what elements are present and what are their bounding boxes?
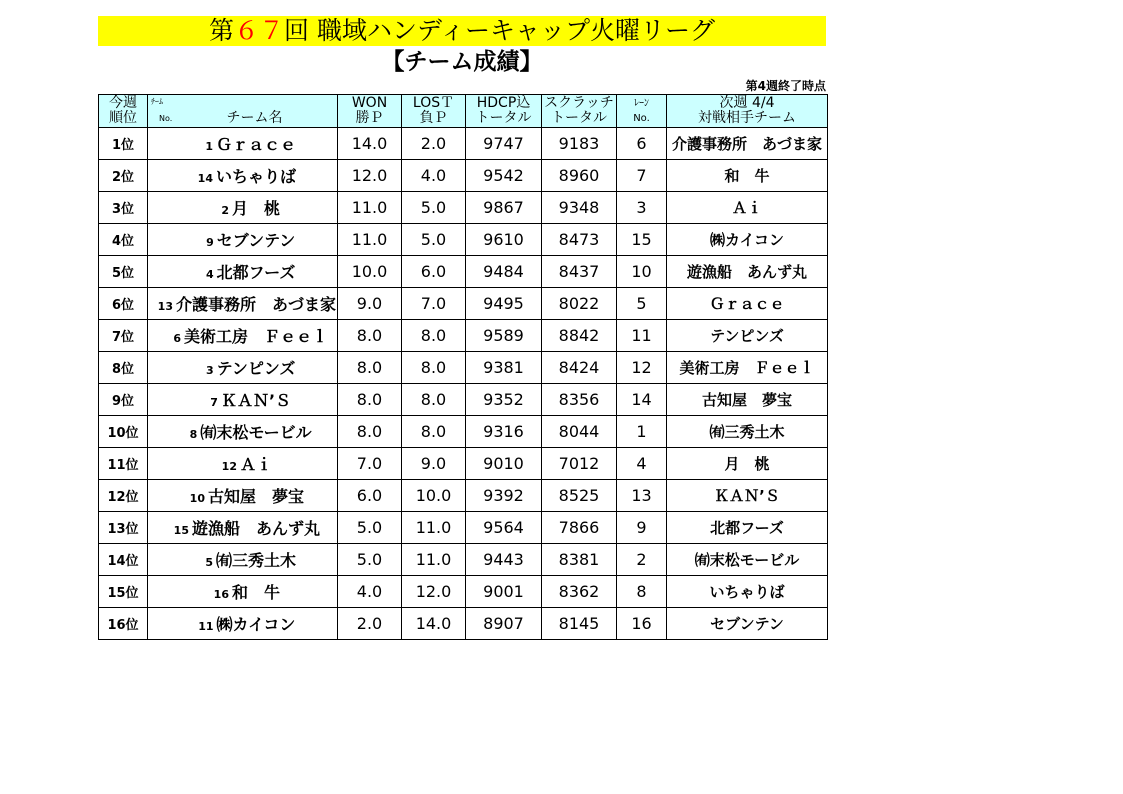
lane-number-cell: 1 [617,416,667,448]
table-row [99,352,828,384]
won-points-cell: 8.0 [338,416,402,448]
team-cell [148,384,338,416]
team-number: 8 [189,428,198,441]
lane-number-cell: 14 [617,384,667,416]
next-opponent-cell: テンピンズ [667,320,828,352]
team-number: 4 [205,268,214,281]
won-points-cell: 5.0 [338,512,402,544]
team-cell [148,544,338,576]
page-title [98,16,826,46]
team-cell [148,512,338,544]
won-points-cell: 6.0 [338,480,402,512]
lost-points-cell: 11.0 [402,512,466,544]
lane-number-cell: 5 [617,288,667,320]
lane-number-cell: 10 [617,256,667,288]
hdcp-total-cell: 9443 [466,544,542,576]
lane-number-cell: 13 [617,480,667,512]
team-number: 9 [206,236,214,249]
team-number: 6 [173,332,181,345]
scratch-total-cell: 7866 [542,512,617,544]
rank-cell: 4位 [99,224,148,256]
scratch-total-cell: 8362 [542,576,617,608]
col-header-won: WON 勝Ｐ [338,95,402,128]
team-name: ㈱カイコン [216,615,296,634]
team-cell [148,256,338,288]
lane-number-cell: 4 [617,448,667,480]
lost-points-cell: 5.0 [402,224,466,256]
col-header-team [148,95,338,128]
hdcp-total-cell: 9747 [466,128,542,160]
scratch-total-cell: 8145 [542,608,617,640]
rank-cell: 12位 [99,480,148,512]
scratch-total-cell: 8960 [542,160,617,192]
table-row [99,224,828,256]
team-name: ㈲末松モービル [200,423,312,442]
team-cell [148,224,338,256]
lane-number-cell: 9 [617,512,667,544]
col-header-team-no: No. [159,114,173,123]
scratch-total-cell: 8473 [542,224,617,256]
rank-cell: 8位 [99,352,148,384]
won-points-cell: 4.0 [338,576,402,608]
rank-cell: 11位 [99,448,148,480]
hdcp-total-cell: 9610 [466,224,542,256]
table-row [99,608,828,640]
rank-cell: 16位 [99,608,148,640]
standings-body [99,128,828,640]
table-row [99,384,828,416]
lost-points-cell: 8.0 [402,416,466,448]
won-points-cell: 11.0 [338,224,402,256]
next-opponent-cell: ㈲三秀土木 [667,416,828,448]
lost-points-cell: 8.0 [402,320,466,352]
team-name: 美術工房 Ｆｅｅｌ [183,327,328,346]
team-number: 12 [221,460,237,473]
header-row [99,95,828,128]
col-header-hdcp: HDCP込 トータル [466,95,542,128]
lost-points-cell: 7.0 [402,288,466,320]
hdcp-total-cell: 9392 [466,480,542,512]
hdcp-total-cell: 9381 [466,352,542,384]
won-points-cell: 14.0 [338,128,402,160]
as-of-label: 第4週終了時点 [745,79,826,93]
hdcp-total-cell: 8907 [466,608,542,640]
next-opponent-cell: 北都フーズ [667,512,828,544]
next-opponent-cell: セブンテン [667,608,828,640]
lost-points-cell: 6.0 [402,256,466,288]
won-points-cell: 11.0 [338,192,402,224]
lost-points-cell: 8.0 [402,384,466,416]
hdcp-total-cell: 9001 [466,576,542,608]
title-prefix: 第 [209,16,235,45]
scratch-total-cell: 8044 [542,416,617,448]
rank-cell: 1位 [99,128,148,160]
hdcp-total-cell: 9352 [466,384,542,416]
hdcp-total-cell: 9542 [466,160,542,192]
table-row [99,448,828,480]
table-row [99,128,828,160]
col-header-lane: ﾚｰﾝ No. [617,95,667,128]
lost-points-cell: 9.0 [402,448,466,480]
col-header-lost: LOSＴ 負Ｐ [402,95,466,128]
table-row [99,160,828,192]
team-name: ㈲三秀土木 [215,551,296,570]
hdcp-total-cell: 9010 [466,448,542,480]
lost-points-cell: 14.0 [402,608,466,640]
scratch-total-cell: 9183 [542,128,617,160]
team-cell [148,160,338,192]
won-points-cell: 8.0 [338,352,402,384]
team-number: 7 [210,396,218,409]
won-points-cell: 2.0 [338,608,402,640]
scratch-total-cell: 8525 [542,480,617,512]
scratch-total-cell: 8381 [542,544,617,576]
team-number: 2 [221,204,229,217]
table-row [99,544,828,576]
team-number: 16 [213,588,229,601]
team-name: 遊漁船 あんず丸 [191,519,320,538]
col-header-team-name: チーム名 [226,110,283,126]
team-number: 13 [157,300,173,313]
next-opponent-cell: ㈲末松モービル [667,544,828,576]
rank-cell: 13位 [99,512,148,544]
won-points-cell: 10.0 [338,256,402,288]
rank-cell: 14位 [99,544,148,576]
won-points-cell: 8.0 [338,384,402,416]
rank-cell: 6位 [99,288,148,320]
team-name: ＫＡＮ’Ｓ [220,391,292,410]
team-number: 11 [198,620,214,633]
team-cell [148,192,338,224]
lost-points-cell: 12.0 [402,576,466,608]
col-header-rank: 今週 順位 [99,95,148,128]
team-name: Ａｉ [239,455,272,474]
won-points-cell: 7.0 [338,448,402,480]
col-header-scratch: スクラッチ トータル [542,95,617,128]
team-cell [148,288,338,320]
lane-number-cell: 3 [617,192,667,224]
team-cell [148,416,338,448]
next-opponent-cell: いちゃりば [667,576,828,608]
hdcp-total-cell: 9316 [466,416,542,448]
table-row [99,320,828,352]
hdcp-total-cell: 9589 [466,320,542,352]
scratch-total-cell: 8022 [542,288,617,320]
team-number: 3 [205,364,214,377]
lane-number-cell: 7 [617,160,667,192]
team-number: 1 [205,140,213,153]
scratch-total-cell: 8842 [542,320,617,352]
team-name: 介護事務所 あづま家 [175,295,336,314]
lane-number-cell: 11 [617,320,667,352]
lost-points-cell: 5.0 [402,192,466,224]
won-points-cell: 5.0 [338,544,402,576]
team-name: 北都フーズ [216,263,296,282]
team-name: テンピンズ [216,359,296,378]
team-cell [148,320,338,352]
won-points-cell: 9.0 [338,288,402,320]
table-row [99,256,828,288]
table-row [99,288,828,320]
team-name: Ｇｒａｃｅ [215,135,296,154]
next-opponent-cell: 和 牛 [667,160,828,192]
standings-table [98,94,828,640]
table-row [99,192,828,224]
col-header-team-tiny: ﾁｰﾑ [151,97,163,106]
title-suffix: 回 職域ハンディーキャップ火曜リーグ [284,16,715,45]
team-cell [148,480,338,512]
lane-number-cell: 8 [617,576,667,608]
next-opponent-cell: 遊漁船 あんず丸 [667,256,828,288]
title-number: ６７ [234,16,285,45]
rank-cell: 7位 [99,320,148,352]
rank-cell: 5位 [99,256,148,288]
team-number: 10 [189,492,205,505]
lost-points-cell: 8.0 [402,352,466,384]
team-number: 14 [197,172,213,185]
col-header-opponent: 次週 4/4 対戦相手チーム [667,95,828,128]
hdcp-total-cell: 9484 [466,256,542,288]
hdcp-total-cell: 9495 [466,288,542,320]
lost-points-cell: 2.0 [402,128,466,160]
team-cell [148,352,338,384]
scratch-total-cell: 8356 [542,384,617,416]
lane-number-cell: 12 [617,352,667,384]
next-opponent-cell: 介護事務所 あづま家 [667,128,828,160]
won-points-cell: 12.0 [338,160,402,192]
table-row [99,576,828,608]
lane-number-cell: 6 [617,128,667,160]
next-opponent-cell: 月 桃 [667,448,828,480]
rank-cell: 3位 [99,192,148,224]
team-cell [148,128,338,160]
next-opponent-cell: ㈱カイコン [667,224,828,256]
team-name: いちゃりば [215,167,296,186]
lost-points-cell: 10.0 [402,480,466,512]
team-name: セブンテン [216,231,296,250]
next-opponent-cell: 美術工房 Ｆｅｅｌ [667,352,828,384]
rank-cell: 9位 [99,384,148,416]
team-name: 和 牛 [231,583,280,602]
lane-number-cell: 2 [617,544,667,576]
table-row [99,480,828,512]
table-row [99,512,828,544]
lost-points-cell: 4.0 [402,160,466,192]
scratch-total-cell: 9348 [542,192,617,224]
scratch-total-cell: 7012 [542,448,617,480]
lane-number-cell: 15 [617,224,667,256]
team-number: 15 [173,524,189,537]
team-cell [148,576,338,608]
team-name: 古知屋 夢宝 [207,487,304,506]
next-opponent-cell: Ａｉ [667,192,828,224]
next-opponent-cell: ＫＡＮ’Ｓ [667,480,828,512]
won-points-cell: 8.0 [338,320,402,352]
lost-points-cell: 11.0 [402,544,466,576]
hdcp-total-cell: 9564 [466,512,542,544]
team-cell [148,608,338,640]
hdcp-total-cell: 9867 [466,192,542,224]
scratch-total-cell: 8424 [542,352,617,384]
next-opponent-cell: Ｇｒａｃｅ [667,288,828,320]
lane-number-cell: 16 [617,608,667,640]
team-name: 月 桃 [231,199,280,218]
rank-cell: 2位 [99,160,148,192]
table-row [99,416,828,448]
team-number: 5 [205,556,213,569]
team-cell [148,448,338,480]
rank-cell: 10位 [99,416,148,448]
next-opponent-cell: 古知屋 夢宝 [667,384,828,416]
page-subtitle: 【チーム成績】 [381,49,543,75]
rank-cell: 15位 [99,576,148,608]
scratch-total-cell: 8437 [542,256,617,288]
